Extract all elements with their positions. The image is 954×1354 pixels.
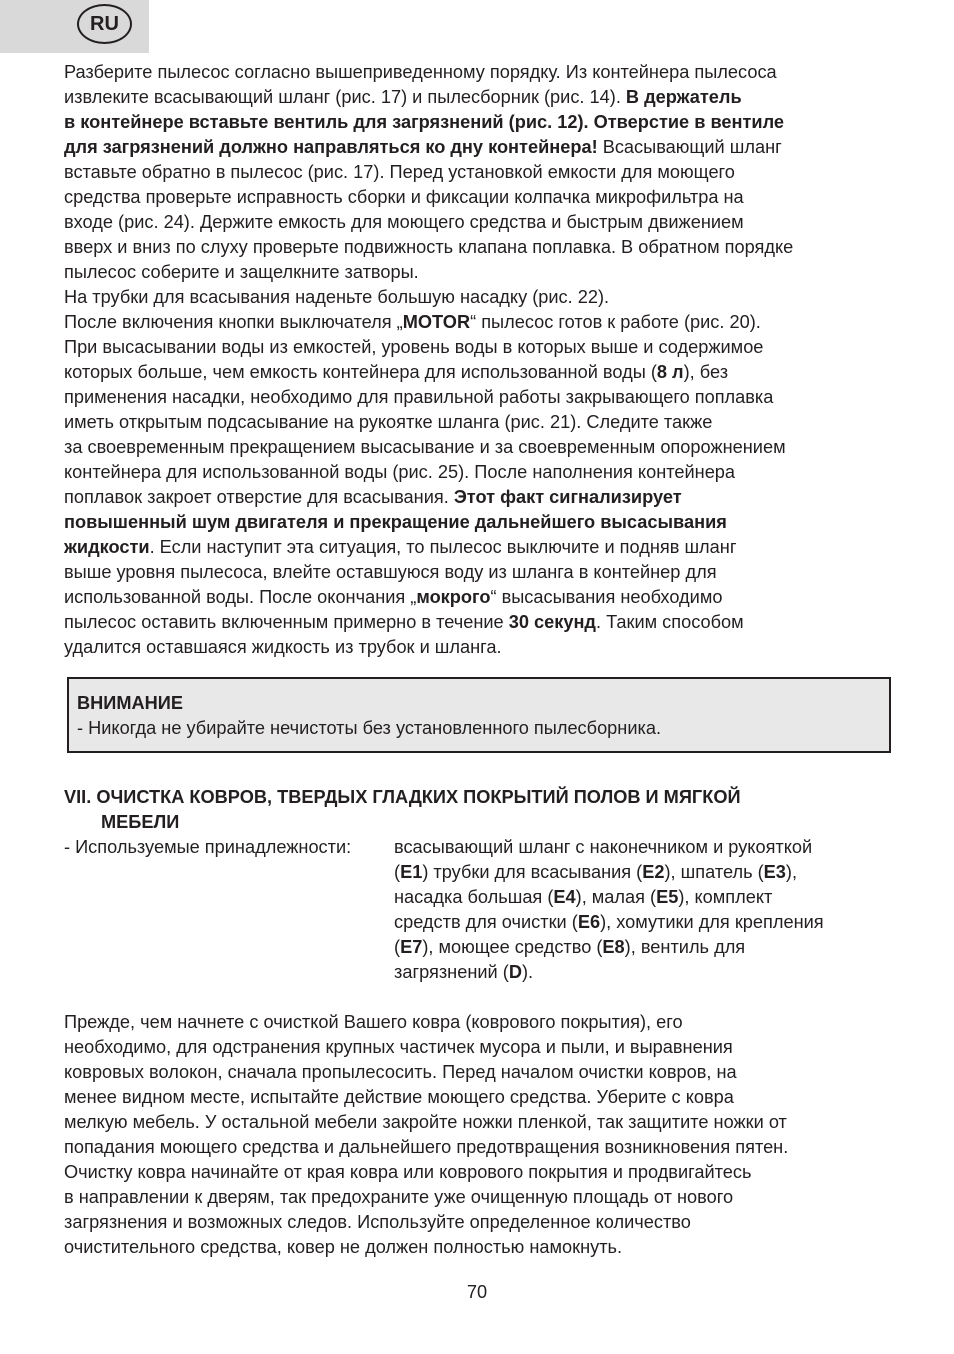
text-line: извлеките всасывающий шланг (рис. 17) и пылесборник (рис. 14). В держатель (64, 87, 742, 107)
text-line: необходимо, для одстранения крупных частичек мусора и пыли, и выравнения (64, 1037, 733, 1057)
language-tab (0, 0, 149, 53)
text-line: в направлении к дверям, так предохраните уже очищенную площадь от нового (64, 1187, 734, 1207)
text-line: средства проверьте исправность сборки и фиксации колпачка микрофильтра на (64, 187, 744, 207)
text-line: очистительного средства, ковер не должен полностью намокнуть. (64, 1237, 623, 1257)
main-paragraph (64, 60, 894, 660)
text-line: поплавок закроет отверстие для всасывания. Этот факт сигнализирует (64, 487, 682, 507)
text-line: для загрязнений должно направляться ко дну контейнера! Всасывающий шланг (64, 137, 782, 157)
text-line: менее видном месте, испытайте действие моющего средства. Уберите с ковра (64, 1087, 734, 1107)
section-heading-line1: VII. ОЧИСТКА КОВРОВ, ТВЕРДЫХ ГЛАДКИХ ПОКРЫТИЙ ПОЛОВ И МЯГКОЙ (64, 787, 741, 807)
cleaning-paragraph (64, 1010, 894, 1260)
page-number: 70 (466, 1282, 488, 1302)
text-line: в контейнере вставьте вентиль для загрязнений (рис. 12). Отверстие в вентиле (64, 112, 785, 132)
text-line: контейнера для использованной воды (рис. 25). После наполнения контейнера (64, 462, 736, 482)
text-line: которых больше, чем емкость контейнера для использованной воды (8 л), без (64, 362, 729, 382)
text-line: Очистку ковра начинайте от края ковра или коврового покрытия и продвигайтесь (64, 1162, 752, 1182)
text-line: удалится оставшаяся жидкость из трубок и шланга. (64, 637, 502, 657)
text-line: использованной воды. После окончания „мокрого“ высасывания необходимо (64, 587, 723, 607)
text-line: На трубки для всасывания наденьте большую насадку (рис. 22). (64, 287, 610, 307)
text-line: повышенный шум двигателя и прекращение дальнейшего высасывания (64, 512, 727, 532)
text-line: пылесос соберите и защелкните затворы. (64, 262, 419, 282)
text-line: насадка большая (E4), малая (E5), комплект (394, 887, 773, 907)
text-line: средств для очистки (E6), хомутики для крепления (394, 912, 824, 932)
text-line: всасывающий шланг с наконечником и рукояткой (394, 837, 813, 857)
text-line: пылесос оставить включенным примерно в течение 30 секунд. Таким способом (64, 612, 744, 632)
accessories-label: - Используемые принадлежности: (64, 837, 352, 857)
warning-box (67, 677, 891, 753)
text-line: за своевременным прекращением высасывание и за своевременным опорожнением (64, 437, 786, 457)
text-line: жидкости. Если наступит эта ситуация, то пылесос выключите и подняв шланг (64, 537, 737, 557)
section-heading (64, 785, 894, 835)
text-line: вверх и вниз по слуху проверьте подвижность клапана поплавка. В обратном порядке (64, 237, 794, 257)
text-line: мелкую мебель. У остальной мебели закройте ножки пленкой, так защитите ножки от (64, 1112, 787, 1132)
warning-title: ВНИМАНИЕ (77, 693, 183, 713)
text-line: Разберите пылесос согласно вышеприведенному порядку. Из контейнера пылесоса (64, 62, 777, 82)
text-line: После включения кнопки выключателя „MOTOR“ пылесос готов к работе (рис. 20). (64, 312, 761, 332)
text-line: вставьте обратно в пылесос (рис. 17). Перед установкой емкости для моющего (64, 162, 735, 182)
warning-text: - Никогда не убирайте нечистоты без установленного пылесборника. (77, 718, 662, 738)
text-line: загрязнения и возможных следов. Используйте определенное количество (64, 1212, 691, 1232)
text-line: выше уровня пылесоса, влейте оставшуюся воду из шланга в контейнер для (64, 562, 717, 582)
accessories-text (394, 835, 894, 985)
section-heading-line2: МЕБЕЛИ (101, 812, 180, 832)
text-line: (E1) трубки для всасывания (E2), шпатель (E3), (394, 862, 798, 882)
language-badge: RU (77, 4, 132, 44)
text-line: ковровых волокон, сначала пропылесосить. Перед началом очистки ковров, на (64, 1062, 737, 1082)
text-line: загрязнений (D). (394, 962, 534, 982)
text-line: применения насадки, необходимо для правильной работы закрывающего поплавка (64, 387, 774, 407)
text-line: попадания моющего средства и дальнейшего предотвращения возникновения пятен. (64, 1137, 789, 1157)
text-line: Прежде, чем начнете с очисткой Вашего ковра (коврового покрытия), его (64, 1012, 683, 1032)
text-line: (E7), моющее средство (E8), вентиль для (394, 937, 746, 957)
text-line: При высасывании воды из емкостей, уровень воды в которых выше и содержимое (64, 337, 764, 357)
text-line: входе (рис. 24). Держите емкость для моющего средства и быстрым движением (64, 212, 744, 232)
text-line: иметь открытым подсасывание на рукоятке шланга (рис. 21). Следите также (64, 412, 713, 432)
